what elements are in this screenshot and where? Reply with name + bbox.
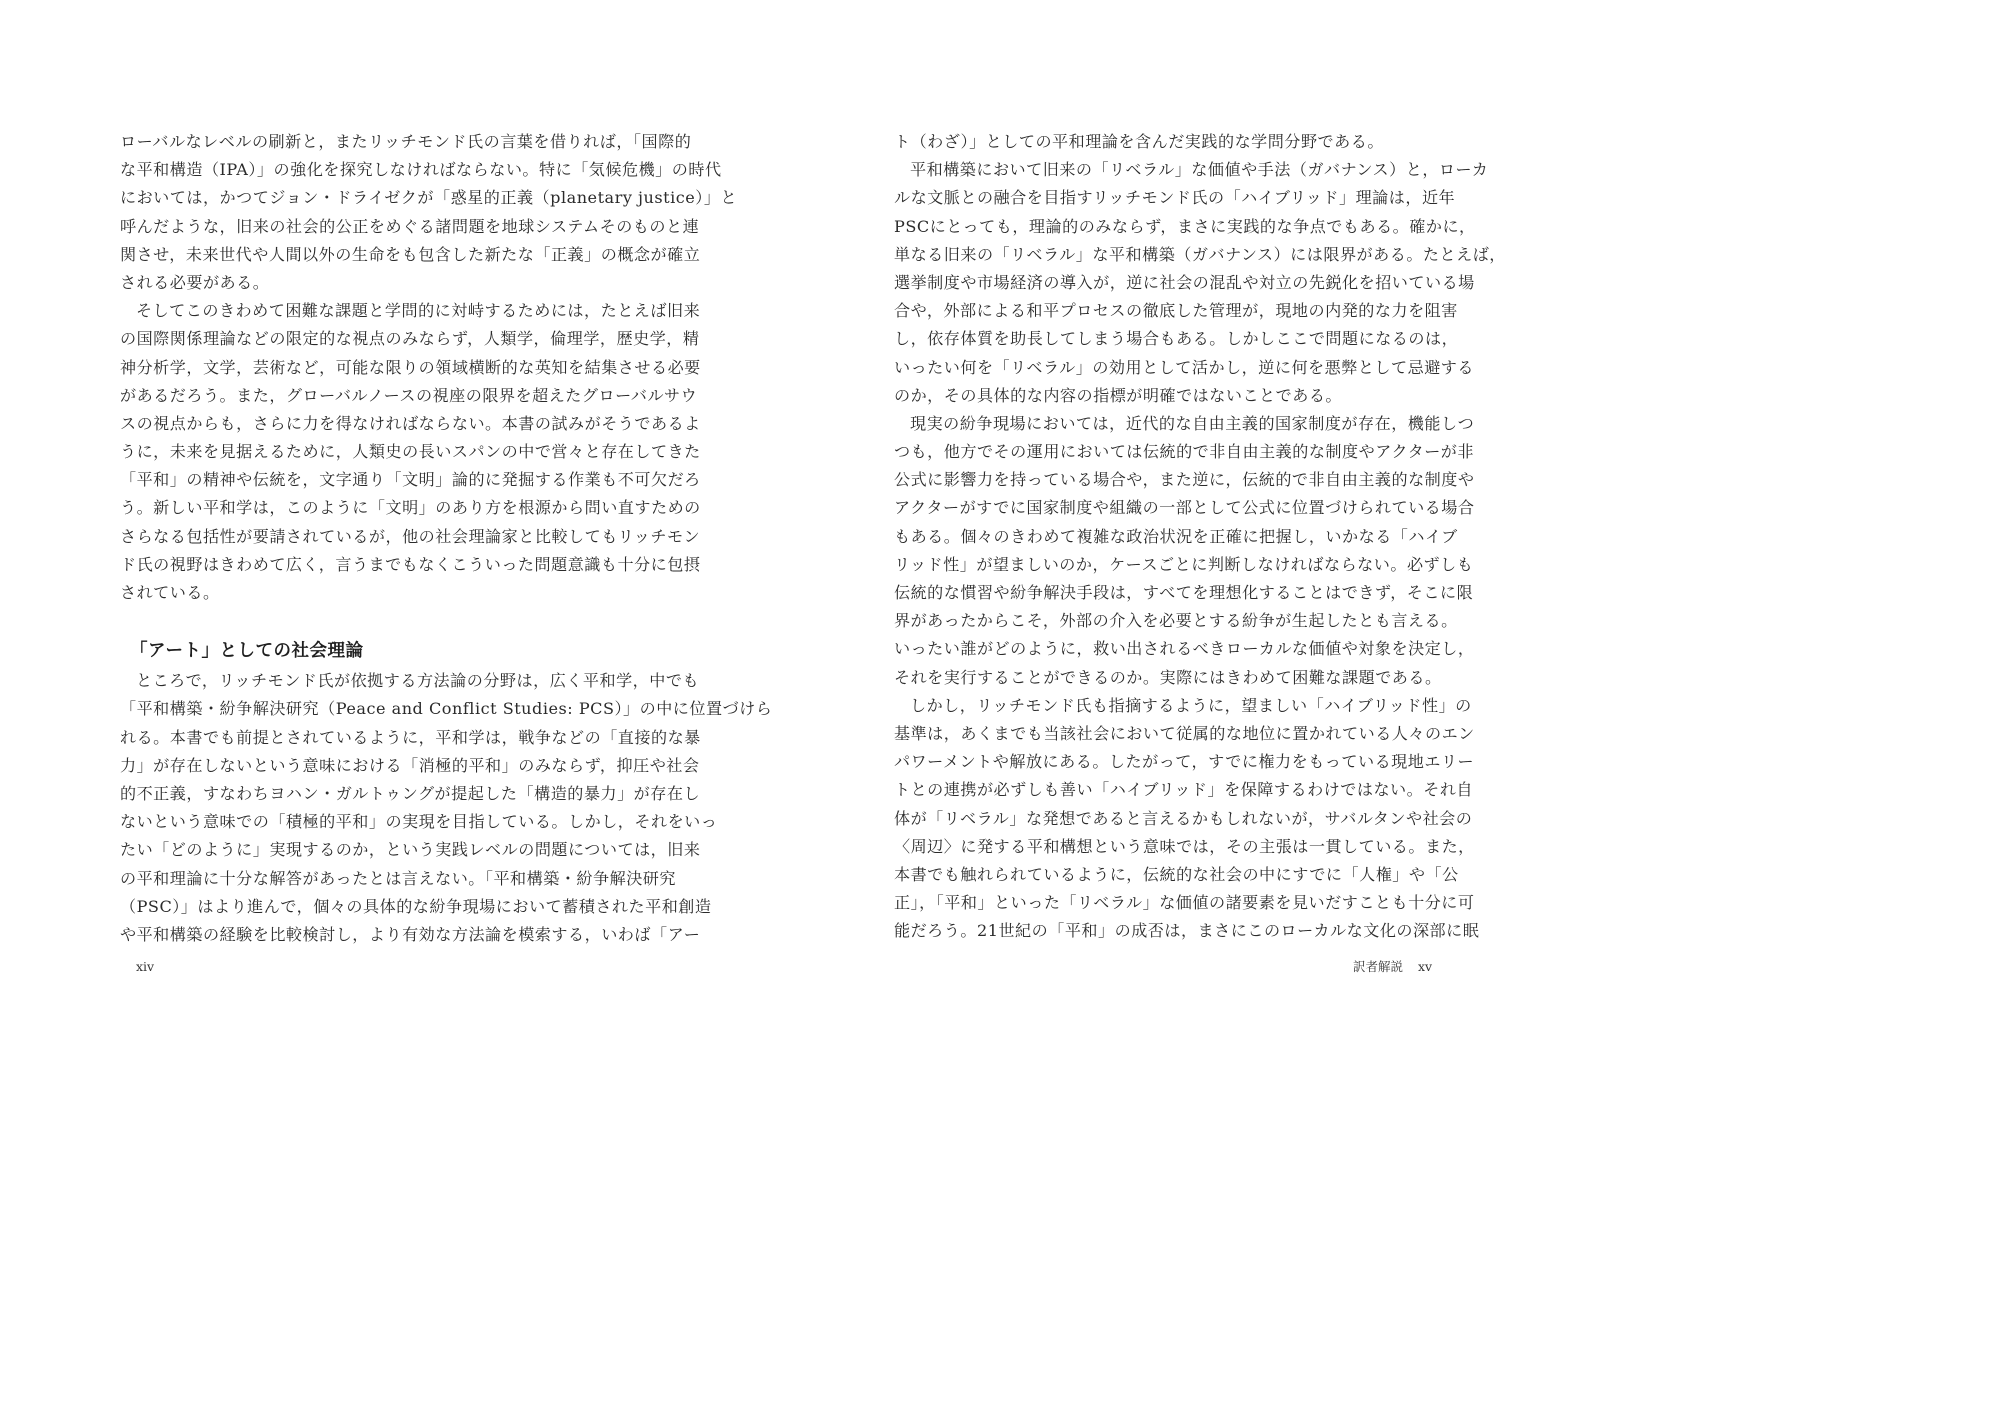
text-line: 的不正義，すなわちヨハン・ガルトゥングが提起した「構造的暴力」が存在し	[120, 783, 701, 803]
text-line: スの視点からも，さらに力を得なければならない。本書の試みがそうであるよ	[120, 413, 701, 433]
text-line: 〈周辺〉に発する平和構想という意味では，その主張は一貫している。また，	[894, 836, 1475, 856]
paragraph	[120, 128, 738, 297]
paragraph	[120, 297, 701, 607]
text-line: 平和構築において旧来の「リベラル」な価値や手法（ガバナンス）と，ローカ	[910, 160, 1489, 180]
section-spacer	[120, 607, 675, 635]
text-line: アクターがすでに国家制度や組織の一部として公式に位置づけられている場合	[894, 498, 1475, 518]
text-line: それを実行することができるのか。実際にはきわめて困難な課題である。	[894, 667, 1442, 687]
text-line: 基準は，あくまでも当該社会において従属的な地位に置かれている人々のエン	[894, 723, 1475, 743]
left-page	[0, 0, 780, 1104]
text-line: 「平和構築・紛争解決研究（Peace and Conflict Studies: PCS）」の中に位置づけら	[120, 699, 773, 719]
text-line: つも，他方でその運用においては伝統的で非自由主義的な制度やアクターが非	[894, 442, 1474, 462]
left-page-text-column	[120, 128, 773, 949]
text-line: そしてこのきわめて困難な課題と学問的に対峙するためには，たとえば旧来	[136, 301, 701, 321]
text-line: し，依存体質を助長してしまう場合もある。しかしここで問題になるのは，	[894, 329, 1459, 349]
text-line: 界があったからこそ，外部の介入を必要とする紛争が生起したとも言える。	[894, 611, 1458, 631]
text-line: 単なる旧来の「リベラル」な平和構築（ガバナンス）には限界がある。たとえば，	[894, 244, 1506, 264]
text-line: 呼んだような，旧来の社会的公正をめぐる諸問題を地球システムそのものと連	[120, 216, 700, 236]
right-page	[780, 0, 1561, 1104]
text-line: があるだろう。また，グローバルノースの視座の限界を超えたグローバルサウ	[120, 385, 698, 405]
text-line: いったい誰がどのように，救い出されるべきローカルな価値や対象を決定し，	[894, 639, 1475, 659]
text-line: 伝統的な慣習や紛争解決手段は，すべてを理想化することはできず，そこに限	[894, 583, 1474, 602]
text-line: 現実の紛争現場においては，近代的な自由主義的国家制度が存在，機能しつ	[910, 413, 1475, 433]
paragraph	[894, 410, 1475, 692]
text-line: トとの連携が必ずしも善い「ハイブリッド」を保障するわけではない。それ自	[894, 780, 1474, 800]
text-line: 神分析学，文学，芸術など，可能な限りの領域横断的な英知を結集させる必要	[120, 357, 701, 377]
text-line: 関させ，未来世代や人間以外の生命をも包含した新たな「正義」の概念が確立	[120, 244, 701, 264]
text-line: さらなる包括性が要請されているが，他の社会理論家と比較してもリッチモン	[120, 526, 701, 546]
text-line: のか，その具体的な内容の指標が明確ではないことである。	[894, 385, 1343, 405]
paragraph	[894, 128, 1449, 156]
left-page-number: xiv	[136, 959, 155, 974]
running-title: 訳者解説	[1353, 959, 1404, 974]
text-line: ルな文脈との融合を目指すリッチモンド氏の「ハイブリッド」理論は，近年	[894, 188, 1456, 208]
text-line: 正」，「平和」といった「リベラル」な価値の諸要素を見いだすことも十分に可	[894, 893, 1475, 913]
text-line: 公式に影響力を持っている場合や，また逆に，伝統的で非自由主義的な制度や	[894, 470, 1475, 490]
text-line: リッド性」が望ましいのか，ケースごとに判断しなければならない。必ずしも	[894, 554, 1474, 574]
text-line: されている。	[120, 583, 220, 602]
text-line: ところで，リッチモンド氏が依拠する方法論の分野は，広く平和学，中でも	[136, 671, 700, 691]
section-heading: 「アート」としての社会理論	[130, 641, 364, 662]
text-line: される必要がある。	[120, 272, 270, 292]
text-line: 体が「リベラル」な発想であると言えるかもしれないが，サバルタンや社会の	[894, 808, 1473, 828]
text-line: 「平和」の精神や伝統を，文字通り「文明」論的に発掘する作業も不可欠だろ	[120, 470, 701, 490]
text-line: の平和理論に十分な解答があったとは言えない。「平和構築・紛争解決研究	[120, 868, 676, 888]
text-line: 合や，外部による和平プロセスの徹底した管理が，現地の内発的な力を阻害	[894, 301, 1458, 321]
text-line: ト（わざ）」としての平和理論を含んだ実践的な学問分野である。	[894, 132, 1384, 151]
text-line: たい「どのように」実現するのか，という実践レベルの問題については，旧来	[120, 840, 701, 860]
text-line: いったい何を「リベラル」の効用として活かし，逆に何を悪弊として忌避する	[894, 357, 1474, 377]
text-line: や平和構築の経験を比較検討し，より有効な方法論を模索する，いわば「アー	[120, 924, 701, 944]
text-line: うに，未来を見据えるために，人類史の長いスパンの中で営々と存在してきた	[120, 442, 701, 462]
text-line: しかし，リッチモンド氏も指摘するように，望ましい「ハイブリッド性」の	[910, 695, 1472, 715]
text-line: においては，かつてジョン・ドライゼクが「惑星的正義（planetary justice）」と	[120, 188, 738, 208]
text-line: 力」が存在しないという意味における「消極的平和」のみならず，抑圧や社会	[120, 755, 700, 775]
text-line: PSCにとっても，理論的のみならず，まさに実践的な争点でもある。確かに，	[894, 216, 1476, 236]
text-line: もある。個々のきわめて複雑な政治状況を正確に把握し，いかなる「ハイブ	[894, 526, 1458, 546]
text-line: ローバルなレベルの刷新と，またリッチモンド氏の言葉を借りれば，「国際的	[120, 132, 692, 151]
text-line: な平和構造（IPA）」の強化を探究しなければならない。特に「気候危機」の時代	[120, 160, 722, 180]
text-line: う。新しい平和学は，このように「文明」のあり方を根源から問い直すための	[120, 498, 701, 518]
paragraph	[894, 692, 1480, 946]
right-page-text-column	[894, 128, 1506, 945]
text-line: の国際関係理論などの限定的な視点のみならず，人類学，倫理学，歴史学，精	[120, 329, 700, 349]
text-line: 本書でも触れられているように，伝統的な社会の中にすでに「人権」や「公	[894, 864, 1459, 884]
text-line: ド氏の視野はきわめて広く，言うまでもなくこういった問題意識も十分に包摂	[120, 554, 701, 574]
text-line: ないという意味での「積極的平和」の実現を目指している。しかし，それをいっ	[120, 812, 718, 832]
text-line: パワーメントや解放にある。したがって，すでに権力をもっている現地エリー	[894, 752, 1475, 772]
text-line: れる。本書でも前提とされているように，平和学は，戦争などの「直接的な暴	[120, 727, 701, 747]
text-line: 選挙制度や市場経済の導入が，逆に社会の混乱や対立の先鋭化を招いている場	[894, 272, 1475, 292]
paragraph	[120, 667, 773, 949]
text-line: （PSC）」はより進んで，個々の具体的な紛争現場において蓄積された平和創造	[120, 896, 712, 916]
paragraph	[894, 156, 1506, 410]
text-line: 能だろう。21世紀の「平和」の成否は，まさにこのローカルな文化の深部に眠	[894, 921, 1480, 941]
right-page-number: xv	[1418, 959, 1433, 974]
